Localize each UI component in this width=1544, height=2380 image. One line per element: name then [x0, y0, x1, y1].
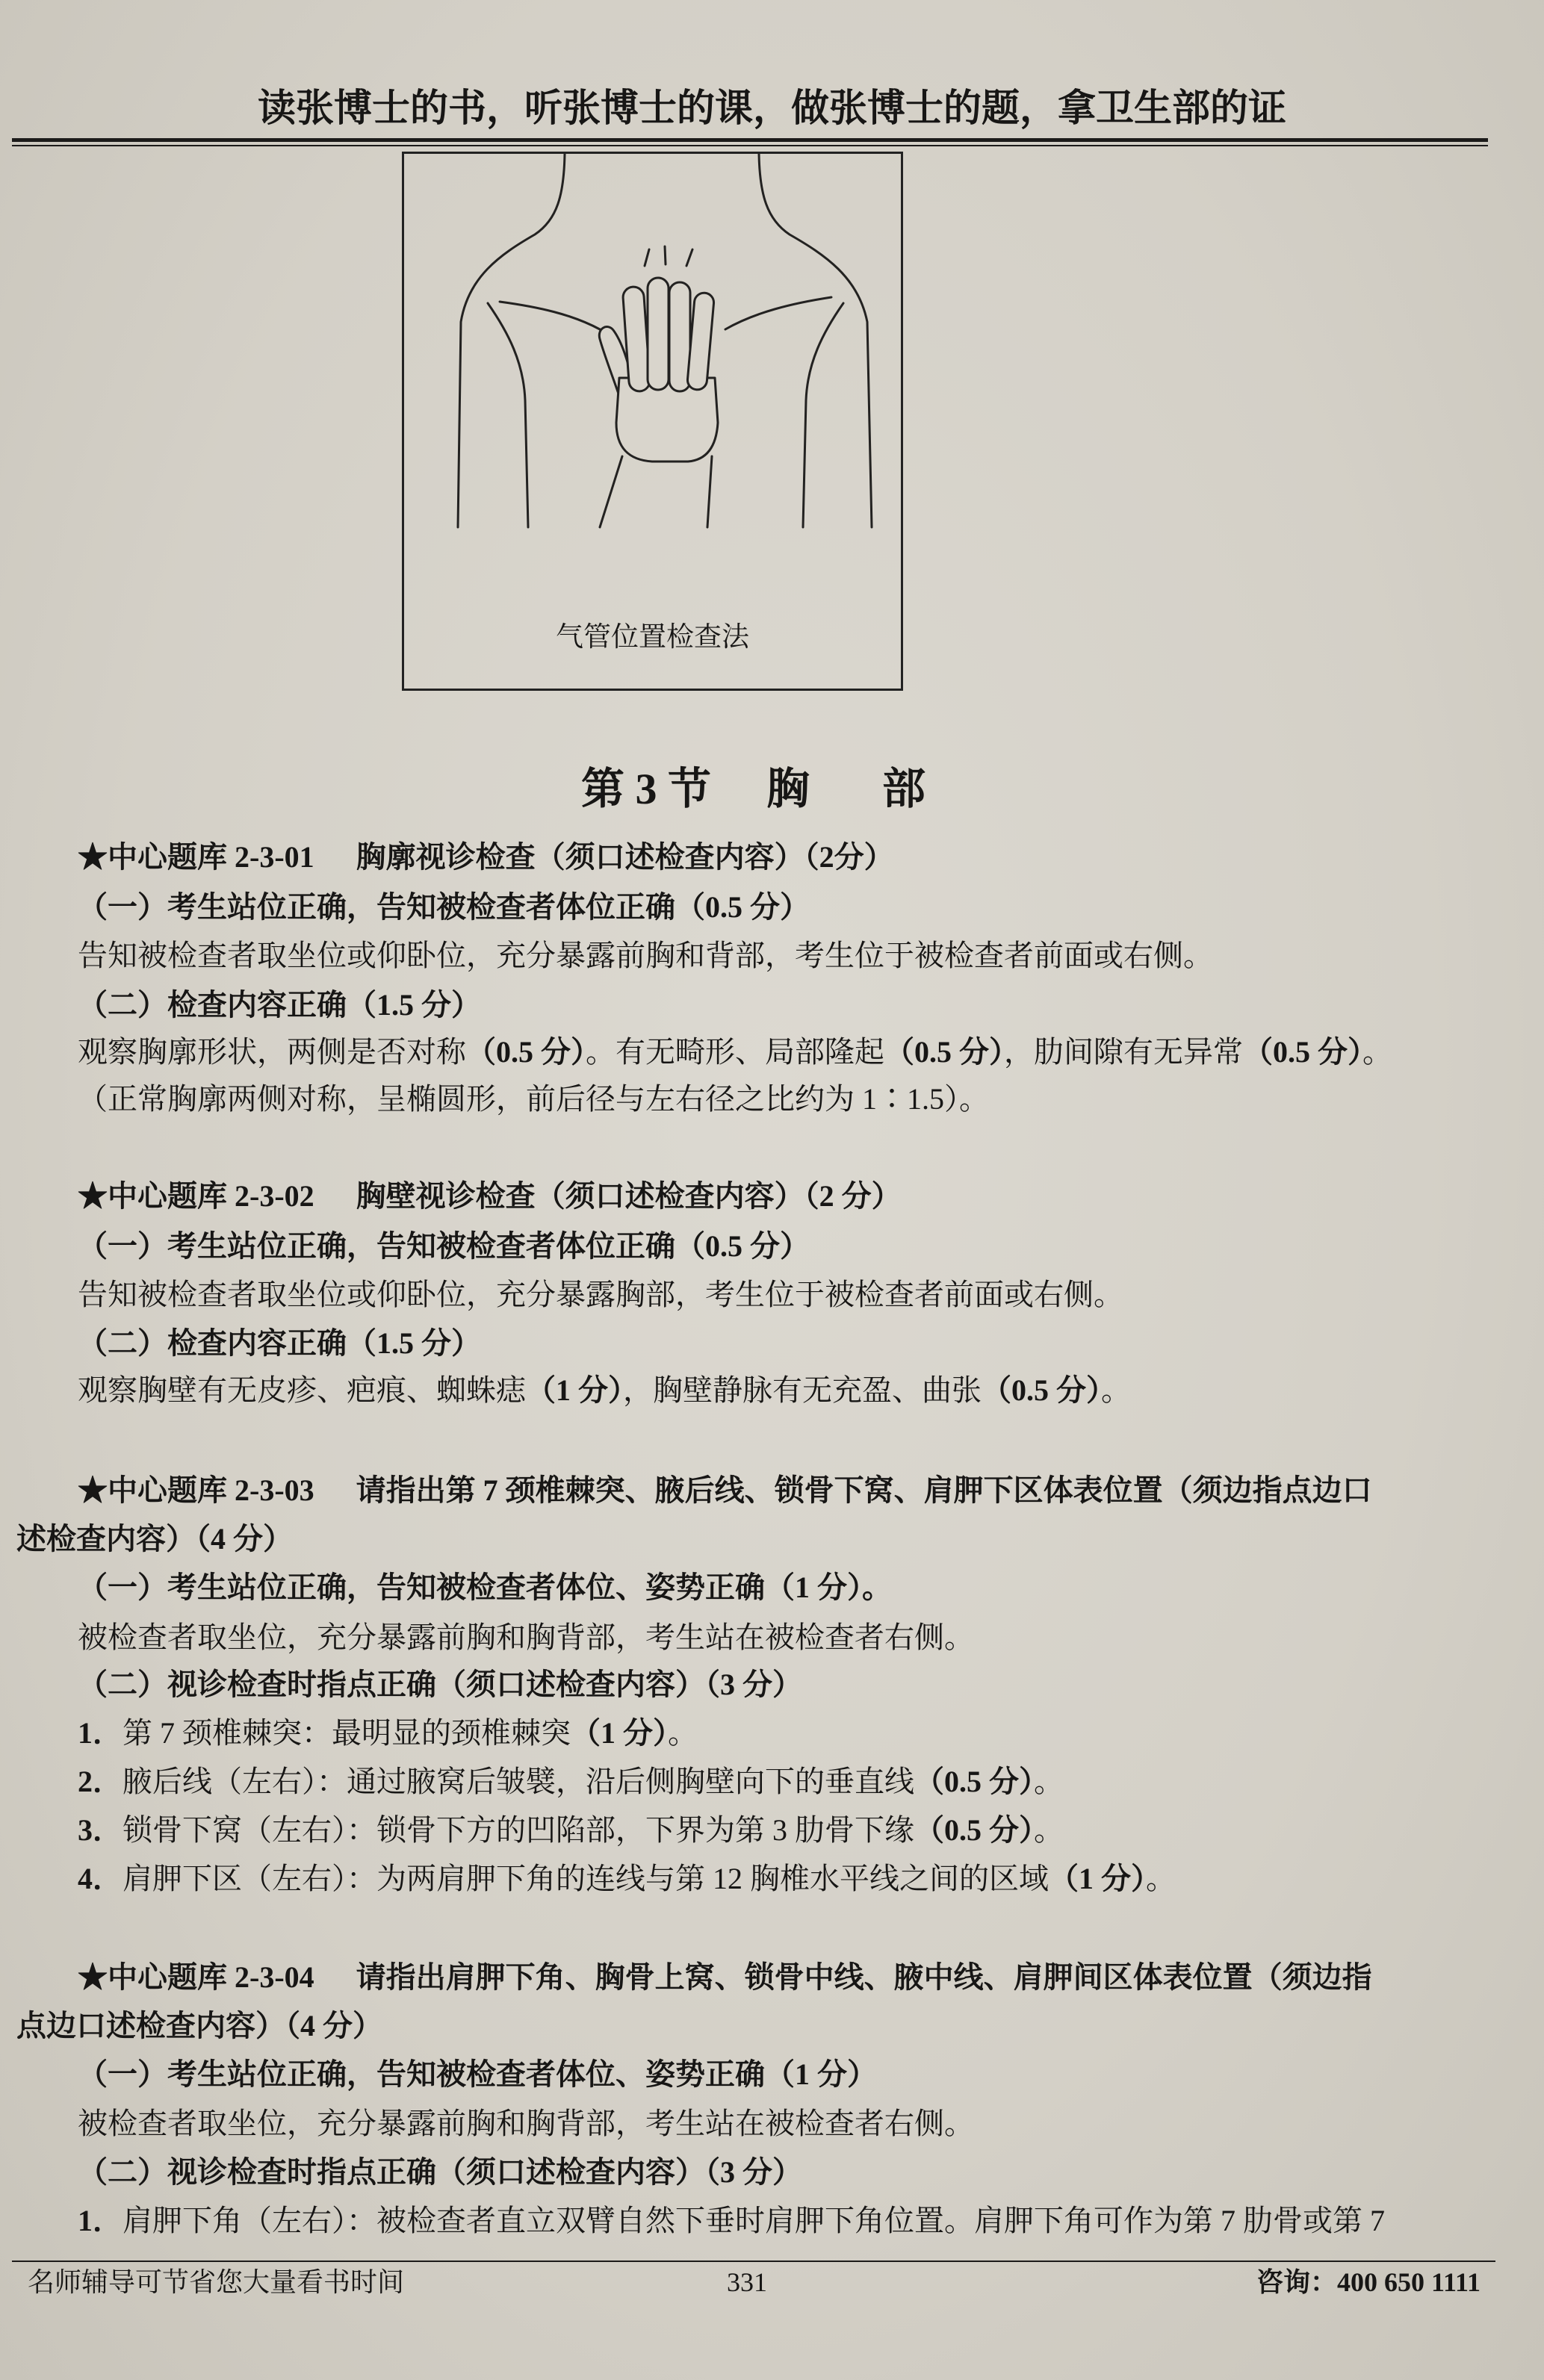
forearm-left-line — [600, 456, 622, 527]
step-one-text: 被检查者取坐位，充分暴露前胸和胸背部，考生站在被检查者右侧。 — [78, 1621, 974, 1654]
score-segment: （0.5 分） — [884, 1035, 1004, 1069]
text-segment: ，肋间隙有无异常 — [1004, 1035, 1243, 1069]
point-number: 2． — [78, 1765, 123, 1798]
point-number: 4． — [78, 1862, 123, 1895]
point-text: 肩胛下角（左右）：被检查者直立双臂自然下垂时肩胛下角位置。肩胛下角可作为第 7 肋骨或第 7 — [123, 2204, 1385, 2237]
figure-illustration — [404, 154, 901, 602]
point-item — [78, 1767, 1064, 1797]
header-double-rule — [12, 138, 1488, 146]
figure-trachea-position — [402, 152, 903, 691]
left-arm-inner-line — [488, 303, 528, 527]
question-id: ★中心题库 2-3-01 — [78, 840, 314, 874]
hand-palm — [616, 378, 718, 462]
right-neck-shoulder-outline — [759, 154, 872, 527]
question-id: ★中心题库 2-3-04 — [78, 1960, 314, 1994]
step-one-heading: （一）考生站位正确，告知被检查者体位正确（0.5 分） — [78, 890, 810, 924]
step-two-heading: （二）检查内容正确（1.5 分） — [78, 988, 481, 1022]
point-score: （0.5 分） — [914, 1765, 1034, 1798]
question-heading — [78, 1960, 1372, 1994]
score-segment: （1 分） — [526, 1373, 623, 1407]
point-item — [78, 1815, 1064, 1845]
text-segment: 观察胸廓形状，两侧是否对称 — [78, 1035, 466, 1069]
point-score: （1 分） — [571, 1716, 668, 1750]
step-one-text: 告知被检查者取坐位或仰卧位，充分暴露前胸和背部，考生位于被检查者前面或右侧。 — [78, 939, 1213, 972]
question-title: 胸壁视诊检查（须口述检查内容）（2 分） — [356, 1179, 902, 1213]
question-heading — [78, 1473, 1372, 1507]
examiner-hand — [599, 278, 718, 462]
left-neck-shoulder-outline — [458, 154, 565, 527]
trachea-mark — [645, 246, 692, 266]
point-number: 3． — [78, 1813, 123, 1847]
step-two-heading: （二）视诊检查时指点正确（须口述检查内容）（3 分） — [78, 1668, 802, 1701]
question-heading — [78, 1181, 902, 1211]
question-title: 请指出第 7 颈椎棘突、腋后线、锁骨下窝、肩胛下区体表位置（须边指点边口 — [356, 1473, 1372, 1507]
point-end: 。 — [1146, 1862, 1176, 1895]
page-number: 331 — [727, 2267, 767, 2297]
step-one-text: 告知被检查者取坐位或仰卧位，充分暴露胸部，考生位于被检查者前面或右侧。 — [78, 1278, 1123, 1311]
point-item — [78, 2206, 1385, 2236]
step-two-heading: （二）视诊检查时指点正确（须口述检查内容）（3 分） — [78, 2155, 802, 2189]
score-segment: （0.5 分） — [1243, 1035, 1362, 1069]
point-score: （0.5 分） — [914, 1813, 1034, 1847]
point-item — [78, 1864, 1176, 1894]
point-text: 第 7 颈椎棘突：最明显的颈椎棘突 — [123, 1716, 571, 1750]
question-title-continuation: 述检查内容）（4 分） — [16, 1522, 293, 1556]
right-arm-inner-line — [803, 303, 843, 527]
point-end: 。 — [668, 1716, 698, 1750]
point-number: 1． — [78, 2204, 123, 2237]
question-title: 胸廓视诊检查（须口述检查内容）（2分） — [356, 840, 894, 874]
step-one-heading: （一）考生站位正确，告知被检查者体位、姿势正确（1 分）。 — [78, 1570, 892, 1604]
text-segment: 观察胸壁有无皮疹、疤痕、蜘蛛痣 — [78, 1373, 526, 1407]
running-header-slogan: 读张博士的书，听张博士的课，做张博士的题，拿卫生部的证 — [257, 88, 1286, 130]
step-two-text — [78, 1373, 1131, 1407]
step-one-text: 被检查者取坐位，充分暴露前胸和胸背部，考生站在被检查者右侧。 — [78, 2107, 974, 2140]
question-id: ★中心题库 2-3-02 — [78, 1179, 314, 1213]
score-segment: （0.5 分） — [982, 1373, 1101, 1407]
text-segment: ，胸壁静脉有无充盈、曲张 — [623, 1373, 982, 1407]
figure-caption: 气管位置检查法 — [556, 622, 749, 653]
score-segment: （0.5 分） — [466, 1035, 586, 1069]
point-text: 腋后线（左右）：通过腋窝后皱襞，沿后侧胸壁向下的垂直线 — [123, 1765, 914, 1798]
left-clavicle-line — [500, 302, 600, 329]
note-text: （正常胸廓两侧对称，呈椭圆形，前后径与左右径之比约为 1∶1.5）。 — [78, 1082, 989, 1116]
footer-contact: 咨询：400 650 1111 — [1256, 2267, 1481, 2297]
forearm-right-line — [707, 456, 712, 527]
point-end: 。 — [1034, 1765, 1064, 1798]
step-one-heading: （一）考生站位正确，告知被检查者体位正确（0.5 分） — [78, 1229, 810, 1263]
section-title-word-2: 部 — [882, 765, 926, 813]
step-two-heading: （二）检查内容正确（1.5 分） — [78, 1326, 481, 1360]
point-end: 。 — [1034, 1813, 1064, 1847]
point-text: 锁骨下窝（左右）：锁骨下方的凹陷部，下界为第 3 肋骨下缘 — [123, 1813, 914, 1847]
section-title — [0, 767, 1544, 812]
footer-tagline: 名师辅导可节省您大量看书时间 — [28, 2267, 405, 2297]
question-heading — [78, 842, 894, 872]
step-two-text — [78, 1037, 1392, 1067]
text-segment: 。 — [1362, 1035, 1392, 1069]
point-text: 肩胛下区（左右）：为两肩胛下角的连线与第 12 胸椎水平线之间的区域 — [123, 1862, 1049, 1895]
point-score: （1 分） — [1049, 1862, 1146, 1895]
right-clavicle-line — [725, 297, 831, 329]
question-id: ★中心题库 2-3-03 — [78, 1473, 314, 1507]
question-title: 请指出肩胛下角、胸骨上窝、锁骨中线、腋中线、肩胛间区体表位置（须边指 — [356, 1960, 1372, 1994]
section-title-word-1: 胸 — [766, 765, 810, 813]
point-number: 1． — [78, 1716, 123, 1750]
text-segment: 。 — [1101, 1373, 1131, 1407]
text-segment: 。有无畸形、局部隆起 — [586, 1035, 884, 1069]
point-item — [78, 1718, 698, 1748]
footer-rule — [12, 2261, 1495, 2262]
hand-middle-finger — [648, 278, 669, 390]
question-title-continuation: 点边口述检查内容）（4 分） — [16, 2009, 382, 2042]
step-one-heading: （一）考生站位正确，告知被检查者体位、姿势正确（1 分） — [78, 2057, 877, 2091]
section-number: 第 3 节 — [581, 765, 712, 813]
